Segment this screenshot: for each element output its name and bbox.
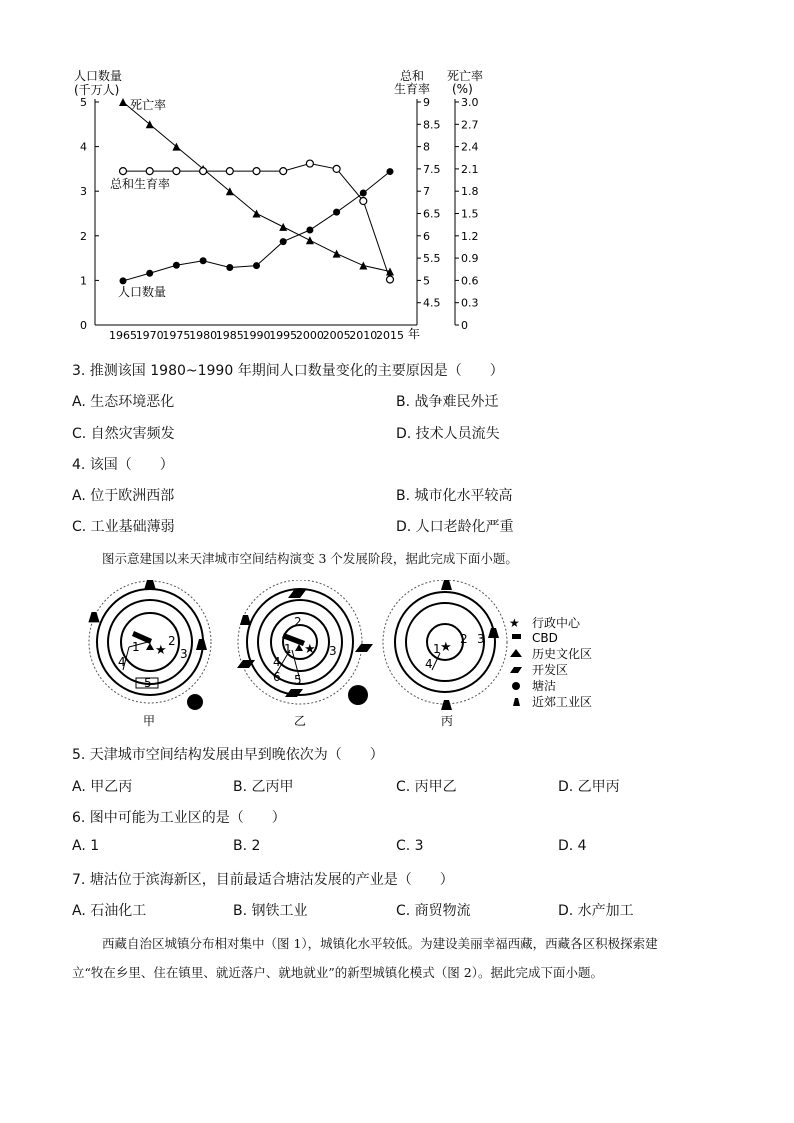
right2-tick-label: 1.2 xyxy=(461,229,479,243)
stage-yi-diagram xyxy=(237,580,373,728)
point-fertility xyxy=(173,168,180,175)
legend-star-icon: ★ xyxy=(509,616,520,630)
q5-option-a[interactable]: A. 甲乙丙 xyxy=(72,779,133,795)
question-7-stem: 7. 塘沽位于滨海新区，目前最适合塘沽发展的产业是（ ） xyxy=(72,872,454,888)
right2-tick-label: 0.6 xyxy=(461,274,479,288)
bing-zone-3: 3 xyxy=(477,632,485,646)
population-chart xyxy=(60,62,500,347)
point-population xyxy=(226,264,233,271)
q4-option-b[interactable]: B. 城市化水平较高 xyxy=(396,488,513,504)
right-axis1-label-2: 生育率 xyxy=(394,82,431,96)
point-population xyxy=(253,262,260,269)
left-tick-label: 4 xyxy=(80,140,87,154)
q4-option-d[interactable]: D. 人口老龄化严重 xyxy=(396,519,514,535)
legend-cbd-icon xyxy=(512,634,521,639)
right1-tick-label: 9 xyxy=(423,96,430,109)
left-tick-label: 1 xyxy=(80,274,87,288)
stage-label-jia: 甲 xyxy=(143,714,156,728)
q7-option-b[interactable]: B. 钢铁工业 xyxy=(233,903,308,919)
q3-option-b[interactable]: B. 战争难民外迁 xyxy=(396,394,499,410)
left-axis-label-2: (千万人) xyxy=(74,83,120,97)
left-tick-label: 0 xyxy=(80,319,87,332)
tianjin-diagram xyxy=(80,580,610,730)
x-axis-unit: 年 xyxy=(408,327,421,341)
yi-zone-2: 2 xyxy=(294,615,302,629)
right-axis2-label-2: (%) xyxy=(452,82,473,96)
left-tick-label: 3 xyxy=(80,185,87,199)
right2-tick-label: 2.7 xyxy=(461,118,479,132)
point-death-rate xyxy=(359,262,367,270)
point-fertility xyxy=(280,168,287,175)
point-population xyxy=(146,270,153,277)
x-tick-label: 2000 xyxy=(295,329,324,342)
question-5-stem: 5. 天津城市空间结构发展由早到晚依次为（ ） xyxy=(72,747,384,763)
right1-tick-label: 6.5 xyxy=(423,207,441,221)
right2-tick-label: 3.0 xyxy=(461,96,479,109)
legend-devzone: 开发区 xyxy=(532,663,569,677)
yi-zone-3: 3 xyxy=(329,644,337,658)
q5-option-c[interactable]: C. 丙甲乙 xyxy=(396,779,457,795)
stage-jia-diagram xyxy=(88,580,211,728)
right2-tick-label: 0 xyxy=(461,319,468,332)
yi-zone-5: 5 xyxy=(294,673,302,687)
yi-zone-1: 1 xyxy=(284,642,292,656)
point-death-rate xyxy=(306,236,314,244)
left-tick-label: 2 xyxy=(80,229,87,243)
bing-zone-1: 1 xyxy=(433,642,441,656)
q6-option-d[interactable]: D. 4 xyxy=(558,838,587,854)
x-tick-label: 1975 xyxy=(162,329,191,342)
question-6-stem: 6. 图中可能为工业区的是（ ） xyxy=(72,810,286,826)
right1-tick-label: 5 xyxy=(423,274,430,288)
q3-option-a[interactable]: A. 生态环境恶化 xyxy=(72,394,175,410)
point-death-rate xyxy=(333,250,341,258)
jia-zone-1: 1 xyxy=(132,640,140,654)
q6-option-c[interactable]: C. 3 xyxy=(396,838,424,854)
series-label-fertility: 总和生育率 xyxy=(110,177,171,191)
legend-devzone-icon xyxy=(510,667,522,673)
right1-tick-label: 7 xyxy=(423,185,430,199)
svg-text:★: ★ xyxy=(440,640,452,655)
x-tick-label: 1985 xyxy=(215,329,244,342)
stage-label-bing: 丙 xyxy=(441,714,454,728)
legend-industry-icon xyxy=(513,698,520,706)
point-death-rate xyxy=(119,98,127,106)
right2-tick-label: 2.1 xyxy=(461,162,479,176)
right2-tick-label: 0.3 xyxy=(461,296,479,310)
stage-label-yi: 乙 xyxy=(294,714,307,728)
point-fertility xyxy=(387,276,394,283)
q7-option-a[interactable]: A. 石油化工 xyxy=(72,903,147,919)
right1-tick-label: 4.5 xyxy=(423,296,441,310)
x-tick-label: 1970 xyxy=(135,329,164,342)
point-population xyxy=(360,189,367,196)
x-tick-label: 2010 xyxy=(349,329,378,342)
stage-bing-diagram xyxy=(383,580,507,728)
q3-option-c[interactable]: C. 自然灾害频发 xyxy=(72,426,175,442)
legend-history: 历史文化区 xyxy=(532,647,593,661)
point-population xyxy=(173,262,180,269)
q5-option-b[interactable]: B. 乙丙甲 xyxy=(233,779,294,795)
bing-zone-4: 4 xyxy=(425,657,433,671)
question-4-stem: 4. 该国（ ） xyxy=(72,457,174,473)
point-fertility xyxy=(253,168,260,175)
right-axis1-label-1: 总和 xyxy=(400,69,425,83)
point-population xyxy=(120,277,127,284)
point-population xyxy=(333,209,340,216)
series-label-population: 人口数量 xyxy=(118,285,167,299)
svg-text:★: ★ xyxy=(155,643,167,658)
right2-tick-label: 1.5 xyxy=(461,207,479,221)
yi-zone-4: 4 xyxy=(273,655,281,669)
legend-tanggu: 塘沽 xyxy=(532,679,557,693)
intro-tibet-line2: 立“牧在乡里、住在镇里、就近落户、就地就业”的新型城镇化模式（图 2）。据此完成下面小题。 xyxy=(72,965,603,980)
point-fertility xyxy=(226,168,233,175)
legend-history-icon xyxy=(510,649,522,657)
q4-option-a[interactable]: A. 位于欧洲西部 xyxy=(72,488,175,504)
q7-option-d[interactable]: D. 水产加工 xyxy=(558,903,634,919)
question-3-stem: 3. 推测该国 1980~1990 年期间人口数量变化的主要原因是（ ） xyxy=(72,363,504,379)
point-fertility xyxy=(146,168,153,175)
point-death-rate xyxy=(279,223,287,231)
bing-zone-2: 2 xyxy=(460,632,468,646)
q7-option-c[interactable]: C. 商贸物流 xyxy=(396,903,471,919)
point-fertility xyxy=(120,168,127,175)
legend-industry: 近郊工业区 xyxy=(532,695,593,709)
point-fertility xyxy=(360,198,367,205)
q4-option-c[interactable]: C. 工业基础薄弱 xyxy=(72,519,175,535)
legend-cbd: CBD xyxy=(532,631,558,645)
legend-admin-center: 行政中心 xyxy=(532,616,581,630)
legend-tanggu-icon xyxy=(512,682,520,690)
x-tick-label: 1980 xyxy=(189,329,218,342)
x-tick-label: 1990 xyxy=(242,329,271,342)
jia-zone-3: 3 xyxy=(180,647,188,661)
x-tick-label: 2015 xyxy=(376,329,404,342)
q6-option-b[interactable]: B. 2 xyxy=(233,838,261,854)
x-tick-label: 1965 xyxy=(109,329,137,342)
right1-tick-label: 5.5 xyxy=(423,252,441,266)
x-tick-label: 1995 xyxy=(269,329,298,342)
svg-text:★: ★ xyxy=(304,642,316,657)
point-fertility xyxy=(333,165,340,172)
right1-tick-label: 8 xyxy=(423,140,430,154)
intro-tibet-line1: 西藏自治区城镇分布相对集中（图 1），城镇化水平较低。为建设美丽幸福西藏，西藏各区积极探索建 xyxy=(102,936,658,951)
jia-zone-5: 5 xyxy=(144,676,152,690)
q3-option-d[interactable]: D. 技术人员流失 xyxy=(396,426,500,442)
point-fertility xyxy=(306,160,313,167)
jia-zone-4: 4 xyxy=(118,655,126,669)
left-tick-label: 5 xyxy=(80,96,87,109)
jia-zone-2: 2 xyxy=(168,634,176,648)
series-label-death-rate: 死亡率 xyxy=(130,98,167,112)
left-axis-label-1: 人口数量 xyxy=(74,69,123,83)
intro-tianjin: 图示意建国以来天津城市空间结构演变 3 个发展阶段，据此完成下面小题。 xyxy=(102,551,518,566)
x-tick-label: 2005 xyxy=(322,329,351,342)
point-population xyxy=(200,257,207,264)
right1-tick-label: 8.5 xyxy=(423,118,441,132)
right1-tick-label: 6 xyxy=(423,229,430,243)
right2-tick-label: 0.9 xyxy=(461,252,479,266)
yi-zone-6: 6 xyxy=(273,670,281,684)
right-axis2-label-1: 死亡率 xyxy=(447,69,484,83)
point-population xyxy=(280,238,287,245)
q6-option-a[interactable]: A. 1 xyxy=(72,838,100,854)
q5-option-d[interactable]: D. 乙甲丙 xyxy=(558,779,620,795)
right2-tick-label: 1.8 xyxy=(461,185,479,199)
diagram-legend xyxy=(509,615,592,709)
point-population xyxy=(387,168,394,175)
right1-tick-label: 7.5 xyxy=(423,162,441,176)
point-fertility xyxy=(200,168,207,175)
point-population xyxy=(306,227,313,234)
right2-tick-label: 2.4 xyxy=(461,140,479,154)
